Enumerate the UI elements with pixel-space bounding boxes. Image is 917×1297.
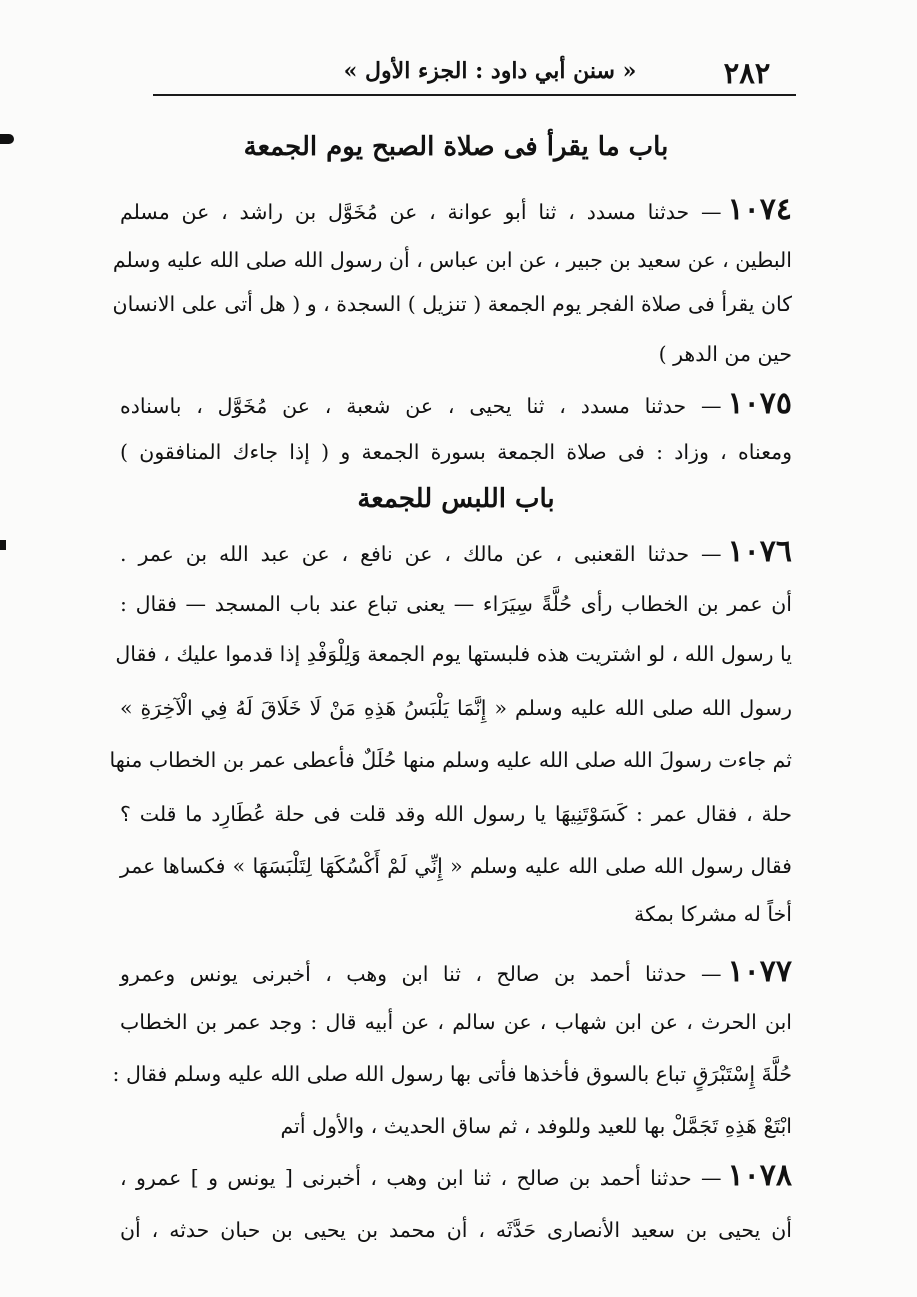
hadith-1077-line-2: ابن الحرث ، عن ابن شهاب ، عن سالم ، عن أبيه قال : وجد عمر بن الخطاب [120,1010,792,1034]
hadith-1077-line-1 [120,954,792,989]
hadith-text: — حدثنا مسدد ، ثنا أبو عوانة ، عن مُخَوَّل بن راشد ، عن مسلم [120,200,722,224]
running-title: « سنن أبي داود : الجزء الأول » [343,58,637,84]
hadith-1076-line-8: أخاً له مشركا بمكة [634,902,792,926]
hadith-1076-line-4: رسول الله صلى الله عليه وسلم « إِنَّمَا يَلْبَسُ هَذِهِ مَنْ لَا خَلَاقَ لَهُ فِي الْآخِرَةِ » [120,696,792,720]
hadith-1074-line-3: كان يقرأ فى صلاة الفجر يوم الجمعة ( تنزيل ) السجدة ، و ( هل أتى على الانسان [112,292,792,316]
hadith-text: — حدثنا القعنبى ، عن مالك ، عن نافع ، عن عبد الله بن عمر . [120,542,722,566]
hadith-1074-line-1 [120,192,792,227]
hadith-number-1074: ١٠٧٤ [727,192,792,227]
hadith-1076-line-5: ثم جاءت رسولَ الله صلى الله عليه وسلم منها حُلَلٌ فأعطى عمر بن الخطاب منها [109,748,792,772]
hadith-number-1075: ١٠٧٥ [727,386,792,421]
hadith-1074-line-4: حين من الدهر ) [658,342,792,366]
page-number: ٢٨٢ [723,56,771,90]
hadith-1078-line-1 [120,1158,792,1193]
section-heading-friday-clothing: باب اللبس للجمعة [357,484,555,514]
hadith-text: — حدثنا أحمد بن صالح ، ثنا ابن وهب ، أخبرنى [ يونس و ] عمرو ، [120,1166,722,1190]
hadith-1075-line-1 [120,386,792,421]
hadith-1077-line-3: حُلَّةَ إِسْتَبْرَقٍ تباع بالسوق فأخذها فأتى بها رسول الله صلى الله عليه وسلم فقال : [112,1062,792,1086]
hadith-1076-line-1 [120,534,792,569]
hadith-1075-line-2: ومعناه ، وزاد : فى صلاة الجمعة بسورة الجمعة و ( إذا جاءك المنافقون ) [120,440,792,464]
hadith-text: — حدثنا مسدد ، ثنا يحيى ، عن شعبة ، عن مُخَوَّل ، باسناده [120,394,722,418]
running-header [150,48,795,88]
hadith-1076-line-3: يا رسول الله ، لو اشتريت هذه فلبستها يوم الجمعة وَلِلْوَفْدِ إذا قدموا عليك ، فقال [115,642,792,666]
hadith-1077-line-4: ابْتَعْ هَذِهِ تَجَمَّلْ بها للعيد وللوفد ، ثم ساق الحديث ، والأول أتم [280,1114,792,1138]
hadith-number-1077: ١٠٧٧ [727,954,792,989]
hadith-text: — حدثنا أحمد بن صالح ، ثنا ابن وهب ، أخبرنى يونس وعمرو [120,962,722,986]
hadith-1076-line-2: أن عمر بن الخطاب رأى حُلَّةً سِيَرَاء — يعنى تباع عند باب المسجد — فقال : [120,592,792,616]
scan-mark [0,134,14,144]
hadith-1078-line-2: أن يحيى بن سعيد الأنصارى حَدَّثَه ، أن محمد بن يحيى بن حبان حدثه ، أن [120,1218,792,1242]
hadith-number-1076: ١٠٧٦ [727,534,792,569]
hadith-number-1078: ١٠٧٨ [727,1158,792,1193]
hadith-1076-line-6: حلة ، فقال عمر : كَسَوْتَنِيهَا يا رسول الله وقد قلت فى حلة عُطَارِد ما قلت ؟ [120,802,792,826]
header-rule [153,94,796,96]
scan-mark [0,540,6,550]
hadith-1074-line-2: البطين ، عن سعيد بن جبير ، عن ابن عباس ، أن رسول الله صلى الله عليه وسلم [112,248,792,272]
section-heading-friday-fajr: باب ما يقرأ فى صلاة الصبح يوم الجمعة [243,132,669,162]
hadith-1076-line-7: فقال رسول الله صلى الله عليه وسلم « إِنِّي لَمْ أَكْسُكَهَا لِتَلْبَسَهَا » فكساها عمر [120,854,792,878]
